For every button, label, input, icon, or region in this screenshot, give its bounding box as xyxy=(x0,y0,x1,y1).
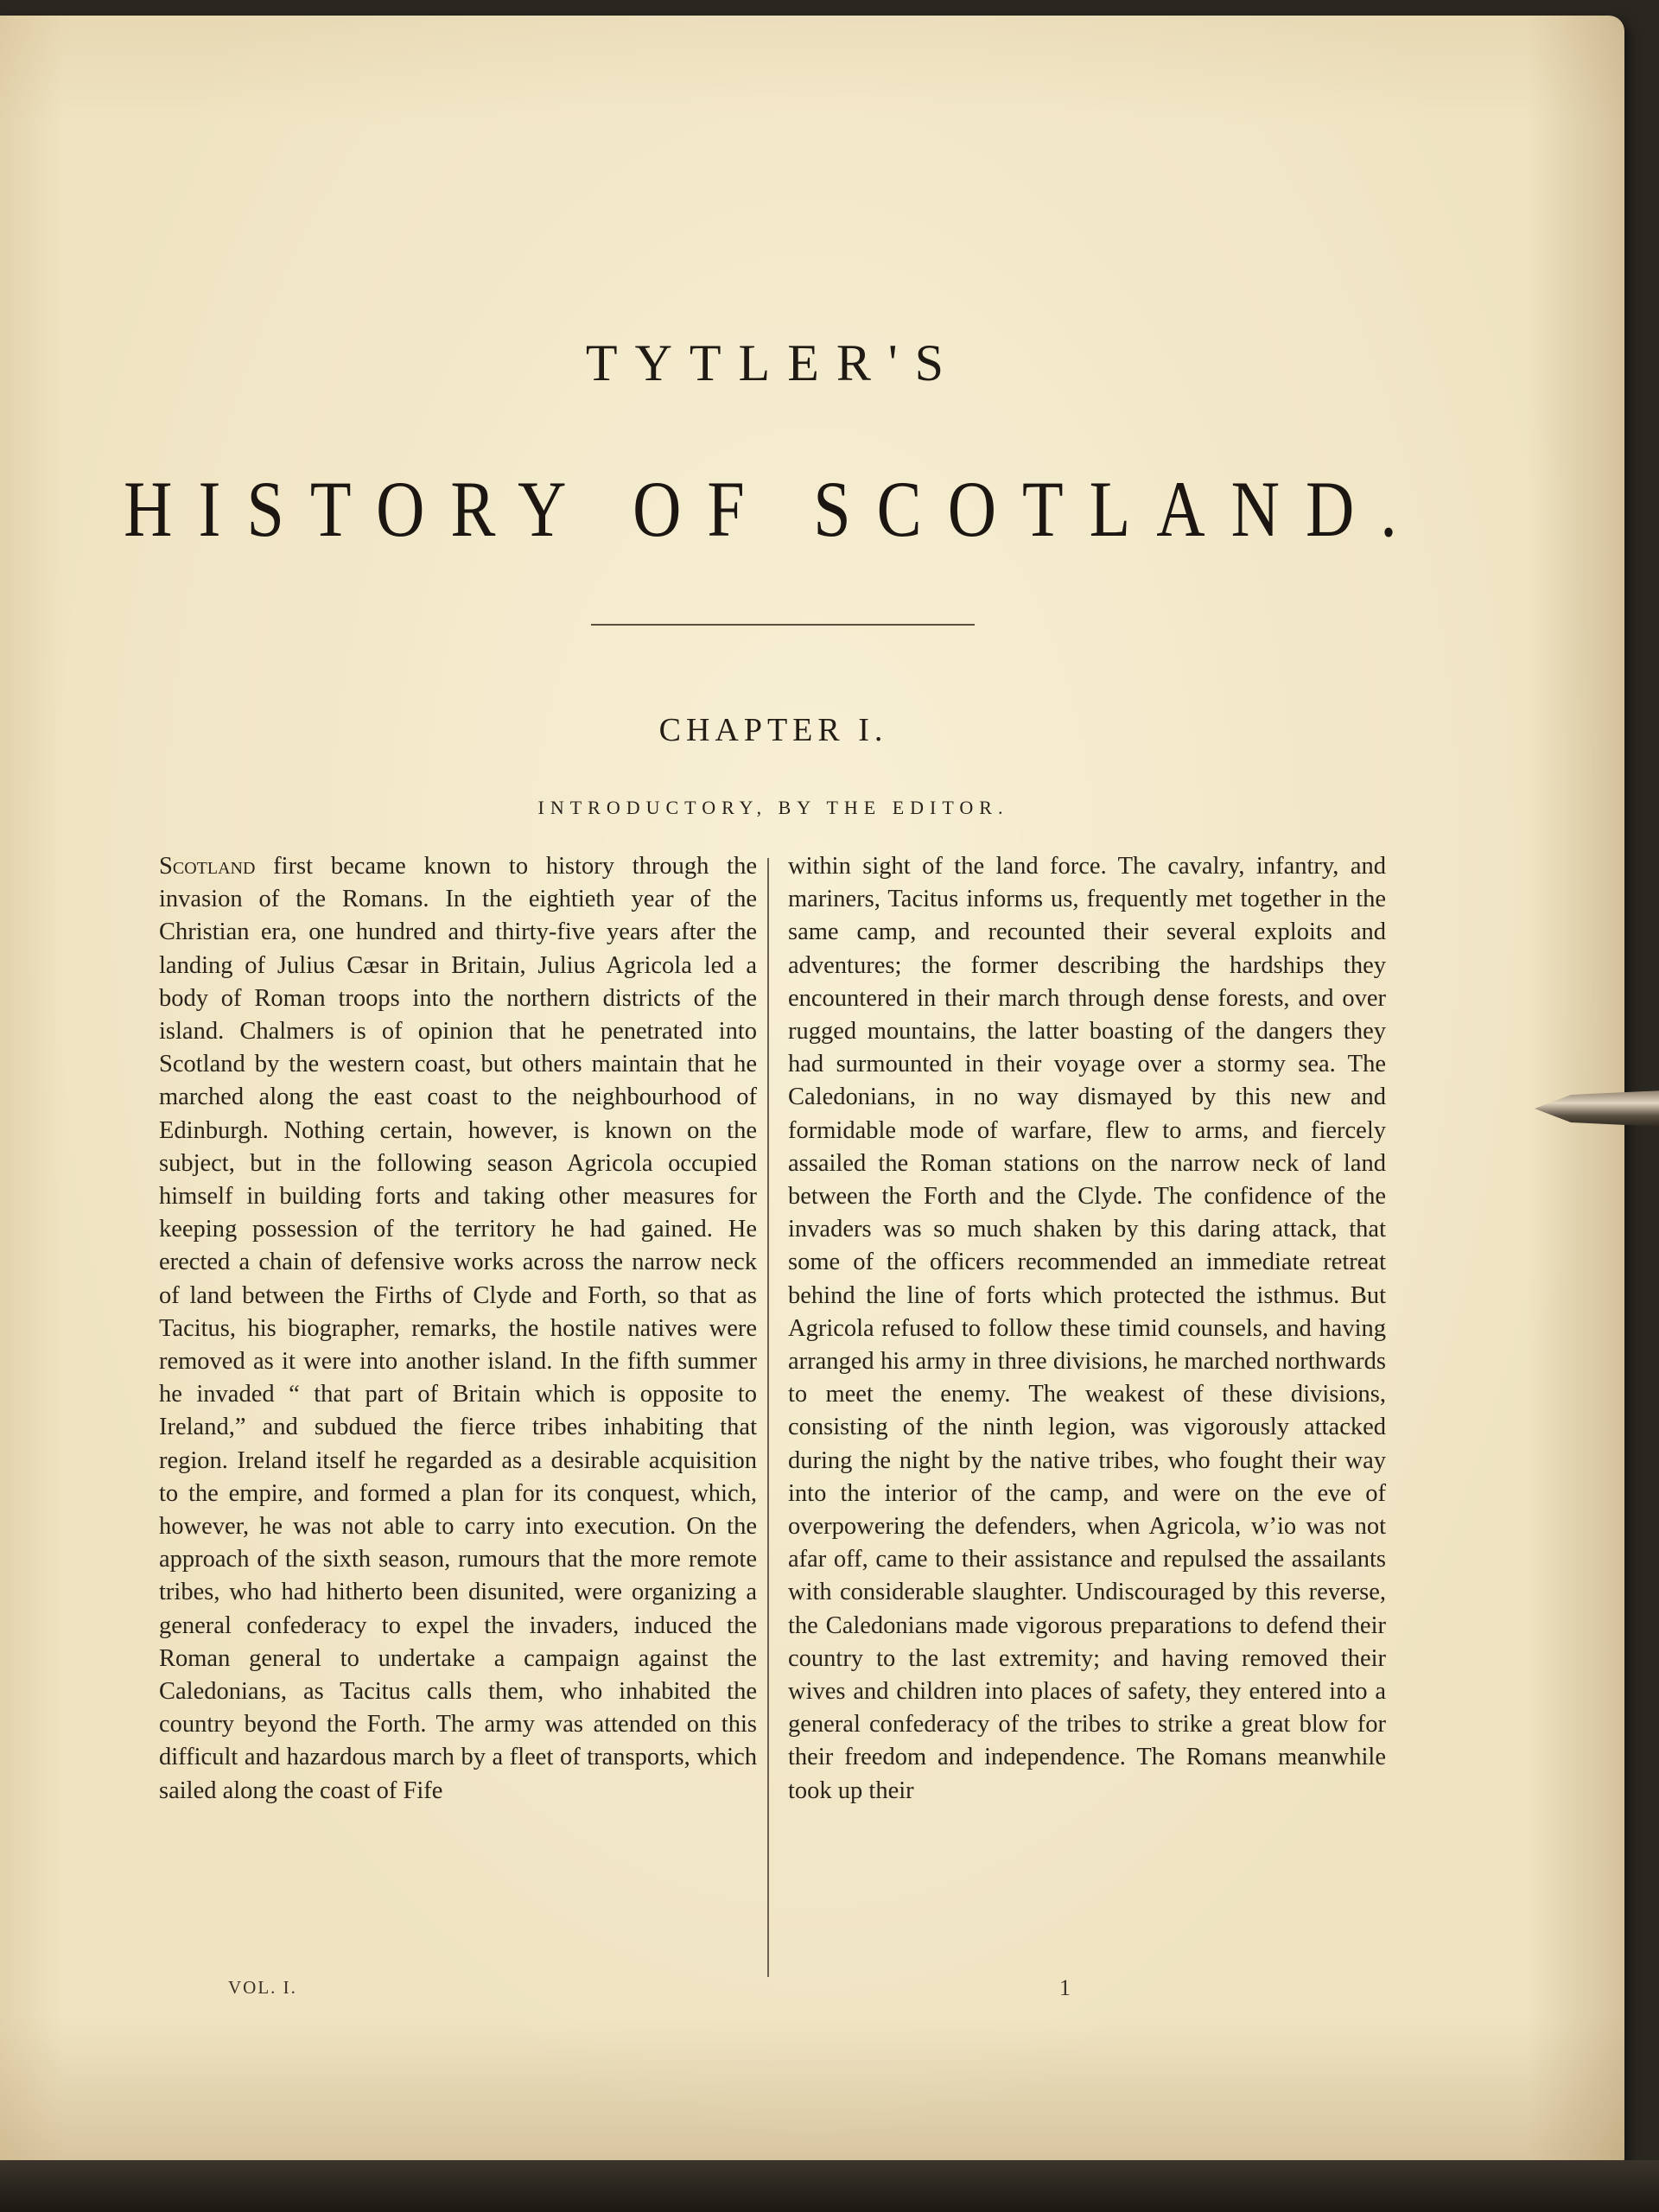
right-text-column xyxy=(788,850,1386,1975)
table-surface xyxy=(0,2160,1659,2212)
book-title: HISTORY OF SCOTLAND. xyxy=(124,464,1423,553)
title-rule xyxy=(591,624,975,626)
left-column-text: first became known to history through the invasion of the Romans. In the eightieth year of the Christian era, one hundred and thirty-five years after the landing of Julius Cæsar in Britain, Julius Agricola led a body of Roman troops into the northern districts of the island. Chalmers is of opinion that he penetrated into Scotland by the western coast, but others maintain that he marched along the east coast to the neighbourhood of Edinburgh. Nothing certain, however, is known on the subject, but in the following season Agricola occupied himself in building forts and taking other measures for keeping possession of the territory he had gained. He erected a chain of defensive works across the narrow neck of land between the Firths of Clyde and Forth, so that as Tacitus, his biographer, remarks, the hostile natives were removed as it were into another island. In the fifth summer he invaded “ that part of Britain which is opposite to Ireland,” and subdued the fierce tribes inhabiting that region. Ireland itself he regarded as a desirable acquisition to the empire, and formed a plan for its conquest, which, however, he was not able to carry into execution. On the approach of the sixth season, rumours that the more remote tribes, who had hitherto been disunited, were organizing a general confederacy to expel the invaders, induced the Roman general to undertake a campaign against the Caledonians, as Tacitus calls them, who inhabited the country beyond the Forth. The army was attended on this difficult and hazardous march by a fleet of transports, which sailed along the coast of Fife xyxy=(159,853,757,1804)
page-number: 1 xyxy=(1059,1975,1071,2000)
left-text-column xyxy=(159,850,757,1975)
volume-marker: VOL. I. xyxy=(228,1977,297,1998)
column-divider xyxy=(767,858,769,1977)
running-title: TYTLER'S xyxy=(585,334,962,391)
chapter-subtitle: INTRODUCTORY, BY THE EDITOR. xyxy=(537,797,1009,818)
chapter-heading: CHAPTER I. xyxy=(658,712,888,748)
book-page xyxy=(0,16,1624,2167)
lead-word: Scotland xyxy=(159,853,256,880)
right-column-text: within sight of the land force. The cavalry, infantry, and mariners, Tacitus informs us, frequently met together in the same camp, and recounted their several exploits and adventures; the former describing the hardships they encountered in their march through dense forests, and over rugged mountains, the latter boasting of the dangers they had surmounted in their voyage over a stormy sea. The Caledonians, in no way dismayed by this new and formidable mode of warfare, flew to arms, and fiercely assailed the Roman stations on the narrow neck of land between the Forth and the Clyde. The confidence of the invaders was so much shaken by this daring attack, that some of the officers recommended an immediate retreat behind the line of forts which protected the isthmus. But Agricola refused to follow these timid counsels, and having arranged his army in three divisions, he marched northwards to meet the enemy. The weakest of these divisions, consisting of the ninth legion, was vigorously attacked during the night by the native tribes, who fought their way into the interior of the camp, and were on the eve of overpowering the defenders, when Agricola, w’io was not afar off, came to their assistance and repulsed the assailants with considerable slaughter. Undiscouraged by this reverse, the Caledonians made vigorous preparations to defend their country to the last extremity; and having removed their wives and children into places of safety, they entered into a general confederacy of the tribes to strike a great blow for their freedom and independence. The Romans meanwhile took up their xyxy=(788,853,1386,1804)
